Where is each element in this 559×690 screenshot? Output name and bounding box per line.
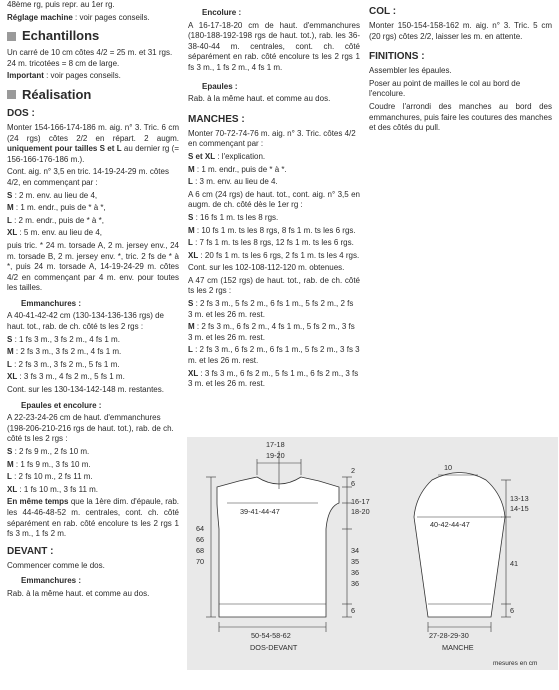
label-side-2: 35 [351, 557, 360, 566]
manches-paragraph-1: Monter 70-72-74-76 m. aig. n° 3. Tric. côtes 4/2 en commençant par : [188, 128, 356, 149]
man-l: L : 3 m. env. au lieu de 4. [188, 177, 278, 187]
finitions-text-1: Assembler les épaules. [369, 66, 452, 76]
size-line-l: L : 2 m. endr., puis de * à *, [7, 215, 104, 225]
label-body-rib: 6 [351, 606, 356, 615]
rab-xl: XL : 3 fs 3 m., 6 fs 2 m., 5 fs 1 m., 6 fs 2 m., 3 fs 3 m. et les 26 m. rest. [188, 368, 359, 389]
label-top-neck: 17-18 [266, 440, 285, 449]
label-height-1: 64 [196, 524, 205, 533]
section-square-icon [7, 90, 16, 99]
devant-emmanchures-text: Rab. à la même haut. et comme au dos. [7, 588, 150, 598]
epaules-text: A 22-23-24-26 cm de haut. d'emmanchures (198-206-210-216 rgs de haut. tot.), rab. de ch. côté ts les 2 rgs : [7, 413, 174, 444]
schematic-diagram [187, 437, 558, 670]
section-echantillons: Echantillons [7, 29, 179, 43]
label-cap-1: 13-13 [510, 494, 529, 503]
label-armhole-2: 18-20 [351, 507, 370, 516]
schematic-svg [187, 437, 558, 670]
emm-xl: XL : 3 fs 3 m., 4 fs 2 m., 5 fs 1 m. [7, 372, 125, 382]
body-piece-shape [217, 477, 339, 617]
emmanchures-text: A 40-41-42-42 cm (130-134-136-136 rgs) de haut. tot., rab. de ch. côté ts les 2 rgs : [7, 311, 164, 332]
label-sleeve-length: 41 [510, 559, 519, 568]
size-line-s: S : 2 m. env. au lieu de 4, [7, 190, 98, 200]
meme-temps-text: En même temps que la 1ère dim. d'épaule, rab. les 44-46-48-52 m. centrales, cont. ch. côté séparément en rab. côté encolure ts les 2 rgs 1 fs 3 m., 1 fs 2 m. [7, 497, 180, 539]
label-armhole: 16-17 [351, 497, 370, 506]
manches-heading: MANCHES : [188, 113, 245, 125]
column-right [369, 0, 552, 136]
emmanchures-heading: Emmanchures : [21, 298, 82, 308]
emm-l: L : 2 fs 3 m., 3 fs 2 m., 5 fs 1 m. [7, 359, 120, 369]
epaules-encolure-heading: Epaules et encolure : [21, 400, 102, 410]
label-shoulder-drop: 2 [351, 466, 356, 475]
label-units: mesures en cm [493, 660, 538, 667]
size-line-m: M : 1 m. endr., puis de * à *, [7, 203, 106, 213]
epe-l: L : 2 fs 10 m., 2 fs 11 m. [7, 472, 93, 482]
label-sleeve-upper: 40-42-44-47 [430, 520, 470, 529]
manches-paragraph-2: A 6 cm (24 rgs) de haut. tot., cont. aig. n° 3,5 en augm. de ch. côté dès le 1er rg : [188, 189, 360, 210]
devant-text: Commencer comme le dos. [7, 560, 105, 570]
label-dos-devant: DOS-DEVANT [250, 643, 298, 652]
finitions-text-3: Coudre l'arrondi des manches au bord des emmanchures, puis faire les coutures des manches et des côtés du pull. [369, 101, 552, 133]
label-sleeve-top: 10 [444, 463, 453, 472]
epe-s: S : 2 fs 9 m., 2 fs 10 m. [7, 447, 90, 456]
finitions-heading: FINITIONS : [369, 51, 425, 63]
label-sleeve-rib: 6 [510, 606, 515, 615]
epaules-heading: Epaules : [202, 81, 238, 91]
size-line-xl: XL : 5 m. env. au lieu de 4, [7, 228, 103, 238]
label-height-3: 68 [196, 546, 205, 555]
important-note: Important : voir pages conseils. [7, 71, 121, 81]
aug-l: L : 7 fs 1 m. ts les 8 rgs, 12 fs 1 m. ts les 6 rgs. [188, 238, 354, 248]
gauge-text: Un carré de 10 cm côtes 4/2 = 25 m. et 31 rgs. 24 m. tricotées = 8 cm de large. [7, 48, 173, 68]
col-heading: COL : [369, 6, 397, 17]
col-text: Monter 150-154-158-162 m. aig. n° 3. Tric. 5 cm (20 rgs) côtes 2/2, laisser les m. en attente. [369, 21, 552, 41]
label-manche: MANCHE [442, 643, 474, 652]
epe-xl: XL : 1 fs 10 m., 3 fs 11 m. [7, 484, 99, 494]
label-side-1: 34 [351, 546, 360, 555]
rab-l: L : 2 fs 3 m., 6 fs 2 m., 6 fs 1 m., 5 fs 2 m., 3 fs 3 m. et les 26 m. rest. [188, 345, 360, 366]
encolure-text: A 16-17-18-20 cm de haut. d'emmanchures (180-188-192-198 rgs de haut. tot.), rab. les 36-38-40-44 m. centrales, cont. ch. côté séparément en rab. côté encolure ts les 2 rgs 1 fs 3 m., 1 fs 2 m., 4 fs 1 m. [188, 20, 360, 72]
dos-paragraph-3: puis tric. * 24 m. torsade A, 2 m. jersey env., 24 m. torsade B, 2 m. jersey env. *, tric. 2 fs de * à *, puis 24 m. torsade A, 14-19-24-29 m. côtes 4/2 en commençant par 4 m. env. pour toutes les tailles. [7, 240, 179, 293]
emm-m: M : 2 fs 3 m., 3 fs 2 m., 4 fs 1 m. [7, 347, 122, 357]
intro-line: 48ème rg, puis repr. au 1er rg. [7, 0, 115, 9]
label-side-4: 36 [351, 579, 360, 588]
rab-s: S : 2 fs 3 m., 5 fs 2 m., 6 fs 1 m., 5 fs 2 m., 2 fs 3 m. et les 26 m. rest. [188, 299, 354, 319]
man-sxl: S et XL : l'explication. [188, 151, 266, 161]
section-square-icon [7, 32, 16, 41]
aug-xl: XL : 20 fs 1 m. ts les 6 rgs, 2 fs 1 m. ts les 4 rgs. [188, 250, 360, 260]
label-side-3: 36 [351, 568, 360, 577]
emm-s: S : 1 fs 3 m., 3 fs 2 m., 4 fs 1 m. [7, 334, 120, 344]
label-neck-depth: 19-20 [266, 451, 285, 460]
aug-m: M : 10 fs 1 m. ts les 8 rgs, 8 fs 1 m. ts les 6 rgs. [188, 225, 356, 235]
dos-paragraph-1: Monter 154-166-174-186 m. aig. n° 3. Tric. 6 cm (24 rgs) côtes 2/2 en répart. 2 augm. uniquement pour tailles S et L au dernier rg (= 156-166-176-186 m.). [7, 122, 180, 164]
label-height-2: 66 [196, 535, 205, 544]
dos-heading: DOS : [7, 107, 35, 119]
man-m: M : 1 m. endr., puis de * à *. [188, 164, 287, 174]
manches-cont: Cont. sur les 102-108-112-120 m. obtenues. [188, 263, 345, 273]
devant-heading: DEVANT : [7, 545, 54, 557]
emm-cont: Cont. sur les 130-134-142-148 m. restantes. [7, 385, 164, 395]
column-left [7, 0, 179, 602]
aug-s: S : 16 fs 1 m. ts les 8 rgs. [188, 212, 279, 222]
epe-m: M : 1 fs 9 m., 3 fs 10 m. [7, 459, 91, 469]
manches-paragraph-3: A 47 cm (152 rgs) de haut. tot., rab. de ch. côté ts les 2 rgs : [188, 275, 360, 296]
label-bust: 39-41-44-47 [240, 507, 280, 516]
dos-paragraph-2: Cont. aig. n° 3,5 en tric. 14-19-24-29 m. côtes 4/2, en commençant par : [7, 167, 169, 187]
label-body-width: 50-54-58-62 [251, 631, 291, 640]
label-cap-2: 14-15 [510, 504, 529, 513]
devant-emmanchures-heading: Emmanchures : [21, 576, 82, 586]
finitions-text-2: Poser au point de mailles le col au bord de l'encolure. [369, 78, 521, 99]
epaules-text: Rab. à la même haut. et comme au dos. [188, 94, 331, 104]
rab-m: M : 2 fs 3 m., 6 fs 2 m., 4 fs 1 m., 5 fs 2 m., 3 fs 3 m. et les 26 m. rest. [188, 322, 355, 342]
column-middle [188, 0, 360, 392]
sleeve-piece-shape [414, 473, 505, 618]
label-height-4: 70 [196, 557, 205, 566]
label-neck-side: 6 [351, 479, 356, 488]
encolure-heading: Encolure : [202, 8, 242, 17]
section-realisation: Réalisation [7, 88, 179, 102]
label-cuff: 27-28-29-30 [429, 631, 469, 640]
machine-setting: Réglage machine : voir pages conseils. [7, 12, 150, 22]
